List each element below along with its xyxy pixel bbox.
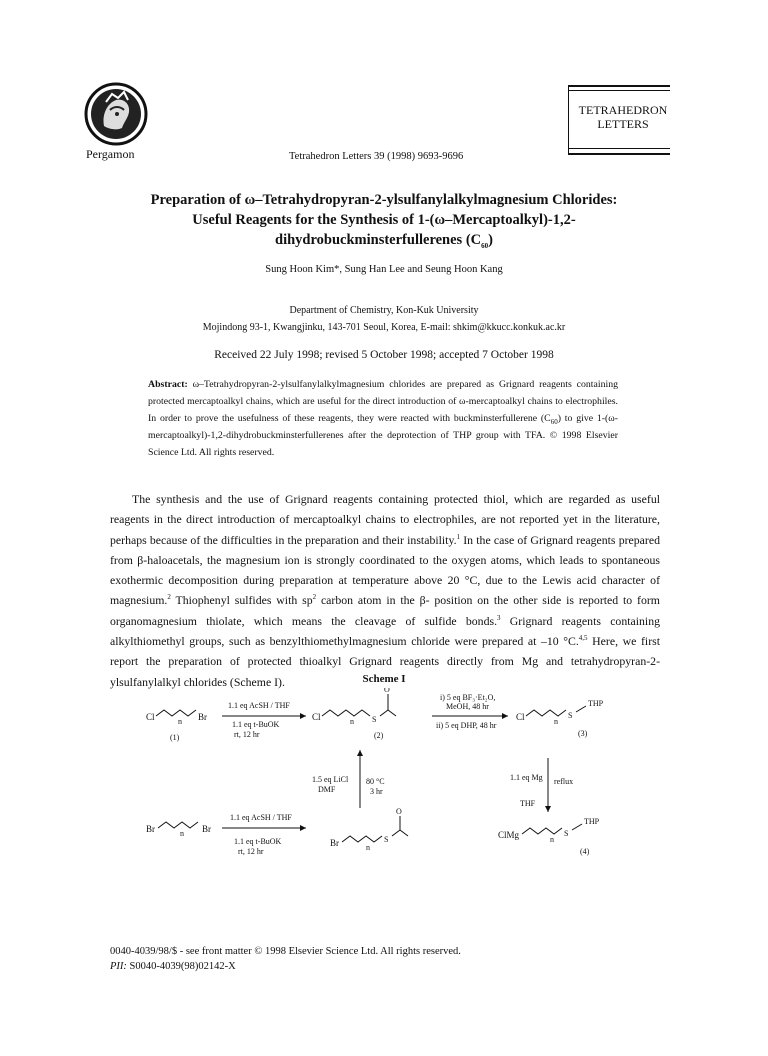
pii-value: S0040-4039(98)02142-X bbox=[126, 961, 236, 972]
header-rule-top bbox=[568, 85, 670, 87]
compound3-s: S bbox=[568, 711, 573, 720]
compound1-chain bbox=[156, 710, 196, 716]
compound-br-right: Br bbox=[202, 824, 211, 834]
compound-br-n: n bbox=[180, 829, 184, 838]
header-rule-top-thin bbox=[568, 90, 670, 91]
journal-name-line1: TETRAHEDRON bbox=[578, 103, 668, 117]
arrow3-head bbox=[357, 750, 363, 756]
abstract-label: Abstract: bbox=[148, 379, 188, 390]
compound4-n: n bbox=[550, 835, 554, 844]
compound2-cl: Cl bbox=[312, 712, 321, 722]
compound1-label: (1) bbox=[170, 733, 180, 742]
authors: Sung Hoon Kim*, Sung Han Lee and Seung Hoon Kang bbox=[265, 264, 503, 275]
r2-top2: MeOH, 48 hr bbox=[446, 702, 489, 711]
title-line1: Preparation of ω–Tetrahydropyran-2-ylsulfanylalkylmagnesium Chlorides: bbox=[150, 192, 618, 208]
compound2-o: O bbox=[384, 688, 390, 694]
title-line3: dihydrobuckminsterfullerenes $(C_{60})$ bbox=[275, 232, 493, 250]
compound5-s: S bbox=[384, 835, 389, 844]
compound5-o: O bbox=[396, 807, 402, 816]
journal-name-line2: LETTERS bbox=[597, 117, 649, 131]
header-vrule bbox=[568, 85, 569, 155]
compound5-n: n bbox=[366, 843, 370, 852]
header-rule-bottom bbox=[568, 153, 670, 155]
compound4-label: (4) bbox=[580, 847, 590, 856]
r1-bot1: 1.1 eq t-BuOK bbox=[232, 720, 280, 729]
r4-bot2: rt, 12 hr bbox=[238, 847, 264, 856]
publisher-logo bbox=[84, 82, 148, 146]
r5-right: reflux bbox=[554, 777, 574, 786]
body-paragraph: The synthesis and the use of Grignard reagents containing protected thiol, which are regarded as useful reagents in the direct introduction of mercaptoalkyl chains to electrophiles, are not reported yet in the literature, perhaps because of the difficulties in the preparation and their instability.$^1$ In the case of Grignard reagents prepared from β-haloacetals, the magnesium ion is strongly coordinated to the oxygen atoms, which leads to spontaneous exothermic decomposition during preparation at temperature above 20 °C, due to the Lewis acid character of magnesium.$^2$ Thiophenyl sulfides with $sp^2$ carbon atom in the β- position on the other side is reported to form organomagnesium thiolate, which means the cleavage of sulfide bonds.$^3$ Grignard reagents containing alkylthiomethyl groups, such as benzylthiomethylmagnesium chloride were prepared at –10 °C.$^{4,5}$ Here, we first report the preparation of protected thioalkyl Grignard reagents directly from Mg and tetrahydropyran-2-ylsulfanylalkyl chlorides (Scheme I). bbox=[110, 492, 660, 689]
compound4-clmg: ClMg bbox=[498, 830, 520, 840]
compound-br-left: Br bbox=[146, 824, 155, 834]
header-rule-bottom-thin bbox=[568, 148, 670, 149]
compound-br-chain bbox=[158, 822, 198, 828]
compound3-cl: Cl bbox=[516, 712, 525, 722]
compound5-br: Br bbox=[330, 838, 339, 848]
compound1-cl: Cl bbox=[146, 712, 155, 722]
compound5-chain bbox=[342, 836, 382, 842]
r5-left2: THF bbox=[520, 799, 536, 808]
r3-left1: 1.5 eq LiCl bbox=[312, 775, 349, 784]
compound2-label: (2) bbox=[374, 731, 384, 740]
r1-top: 1.1 eq AcSH / THF bbox=[228, 701, 290, 710]
compound2-s: S bbox=[372, 715, 377, 724]
article-title bbox=[110, 190, 658, 250]
journal-name bbox=[573, 103, 673, 131]
r2-top1: i) 5 eq BF₃·Et₂O, bbox=[440, 693, 496, 702]
affiliation-line1: Department of Chemistry, Kon-Kuk University bbox=[289, 305, 479, 316]
title-line2: Useful Reagents for the Synthesis of 1-(ω–Mercaptoalkyl)-1,2- bbox=[192, 212, 576, 228]
arrow4-head bbox=[300, 825, 306, 831]
pii-line bbox=[110, 961, 236, 972]
r4-bot1: 1.1 eq t-BuOK bbox=[234, 837, 282, 846]
compound2-acyl bbox=[380, 710, 396, 716]
compound4-bond bbox=[572, 824, 582, 830]
abstract: Abstract: ω–Tetrahydropyran-2-ylsulfanylalkylmagnesium chlorides are prepared as Grignard reagents containing protected mercaptoalkyl chains, which are useful for the direct introduction of ω-mercaptoalkyl chains to electrophiles. In order to prove the usefulness of these reagents, they were reacted with buckminsterfullerene $(C_{60})$ to give 1-(ω-mercaptoalkyl)-1,2-dihydrobuckminsterfullerenes after the deprotection of THP group with TFA. © 1998 Elsevier Science Ltd. All rights reserved. bbox=[148, 379, 619, 458]
compound4-thp: THP bbox=[584, 817, 600, 826]
r4-top: 1.1 eq AcSH / THF bbox=[230, 813, 292, 822]
arrow5-head bbox=[545, 806, 551, 812]
r2-bot: ii) 5 eq DHP, 48 hr bbox=[436, 721, 497, 730]
compound4-chain bbox=[522, 828, 562, 834]
compound3-bond bbox=[576, 706, 586, 712]
compound2-chain bbox=[322, 710, 370, 716]
journal-citation: Tetrahedron Letters 39 (1998) 9693-9696 bbox=[289, 151, 464, 162]
r5-left1: 1.1 eq Mg bbox=[510, 773, 543, 782]
compound3-label: (3) bbox=[578, 729, 588, 738]
compound3-chain bbox=[526, 710, 566, 716]
r3-right2: 3 hr bbox=[370, 787, 383, 796]
reaction-scheme bbox=[110, 688, 670, 878]
affiliation-line2: Mojindong 93-1, Kwangjinku, 143-701 Seoul, Korea, E-mail: shkim@kkucc.konkuk.ac.kr bbox=[202, 322, 566, 333]
received-dates: Received 22 July 1998; revised 5 October 1998; accepted 7 October 1998 bbox=[214, 349, 554, 361]
r3-left2: DMF bbox=[318, 785, 336, 794]
arrow2-head bbox=[502, 713, 508, 719]
compound2-n: n bbox=[350, 717, 354, 726]
r3-right1: 80 °C bbox=[366, 777, 385, 786]
compound1-n: n bbox=[178, 717, 182, 726]
scheme-svg bbox=[110, 688, 670, 878]
copyright-line: 0040-4039/98/$ - see front matter © 1998 Elsevier Science Ltd. All rights reserved. bbox=[110, 946, 461, 957]
compound3-thp: THP bbox=[588, 699, 604, 708]
compound1-br: Br bbox=[198, 712, 207, 722]
compound3-n: n bbox=[554, 717, 558, 726]
arrow1-head bbox=[300, 713, 306, 719]
compound5-acyl bbox=[392, 830, 408, 836]
compound4-s: S bbox=[564, 829, 569, 838]
r1-bot2: rt, 12 hr bbox=[234, 730, 260, 739]
publisher-name: Pergamon bbox=[86, 147, 135, 161]
scheme-title: Scheme I bbox=[362, 673, 406, 685]
pii-label: PII: bbox=[110, 961, 127, 972]
